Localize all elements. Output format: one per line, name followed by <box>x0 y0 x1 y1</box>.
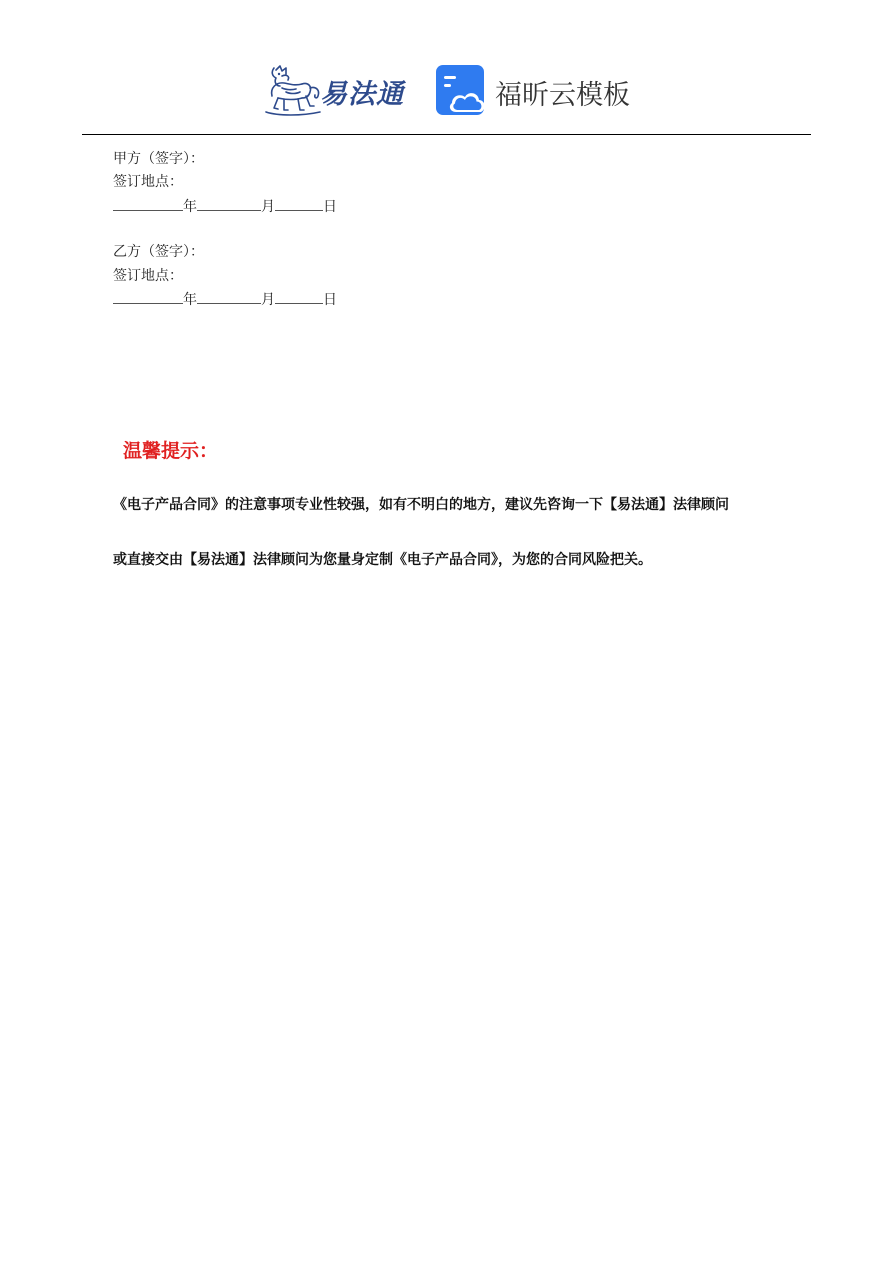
yifatong-logo <box>262 62 414 118</box>
qilin-icon <box>262 62 322 118</box>
day-blank[interactable] <box>275 197 323 211</box>
page-header <box>0 0 893 136</box>
cloud-document-icon <box>436 65 488 117</box>
yifatong-logo-text: 易法通 <box>320 79 404 110</box>
day-label: 日 <box>323 199 337 215</box>
year-label: 年 <box>183 199 197 215</box>
party-a-signature-label: 甲方（签字）： <box>113 151 204 167</box>
party-a-place-label: 签订地点： <box>113 174 183 190</box>
tip-paragraph-line-1: 《电子产品合同》的注意事项专业性较强，如有不明白的地方，建议先咨询一下【易法通】法律顾问 <box>113 497 729 513</box>
year-blank[interactable] <box>113 197 183 211</box>
fuxin-logo-text: 福昕云模板 <box>495 80 630 111</box>
tip-title: 温馨提示： <box>123 440 219 462</box>
month-label: 月 <box>261 199 275 215</box>
month-label: 月 <box>261 292 275 308</box>
header-divider <box>82 134 811 135</box>
fuxin-logo <box>436 65 636 117</box>
year-label: 年 <box>183 292 197 308</box>
day-blank[interactable] <box>275 290 323 304</box>
day-label: 日 <box>323 292 337 308</box>
party-a-date-line <box>113 197 337 216</box>
month-blank[interactable] <box>197 290 261 304</box>
party-b-date-line <box>113 290 337 309</box>
party-b-signature-label: 乙方（签字）： <box>113 244 204 260</box>
month-blank[interactable] <box>197 197 261 211</box>
party-b-place-label: 签订地点： <box>113 268 183 284</box>
tip-paragraph-line-2: 或直接交由【易法通】法律顾问为您量身定制《电子产品合同》，为您的合同风险把关。 <box>113 552 652 568</box>
year-blank[interactable] <box>113 290 183 304</box>
